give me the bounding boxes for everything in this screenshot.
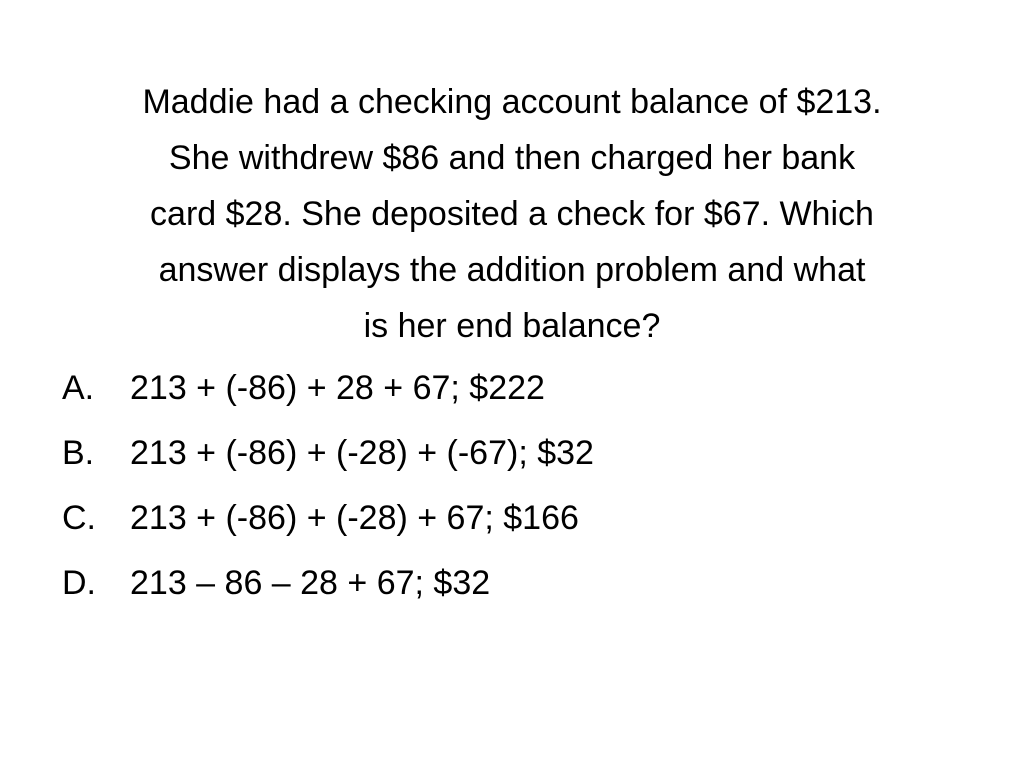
- answer-text: 213 + (-86) + (-28) + (-67); $32: [130, 434, 594, 472]
- question-line: Maddie had a checking account balance of $213.: [142, 83, 882, 121]
- answer-option-d: [62, 563, 962, 603]
- answer-text: 213 – 86 – 28 + 67; $32: [130, 564, 491, 602]
- question-line: card $28. She deposited a check for $67. Which: [150, 195, 874, 233]
- answer-list: [62, 368, 962, 628]
- question-text: [60, 74, 964, 354]
- answer-letter: A.: [62, 369, 95, 407]
- answer-letter: B.: [62, 434, 95, 472]
- question-line: She withdrew $86 and then charged her bank: [168, 139, 856, 177]
- answer-letter: D.: [62, 564, 96, 602]
- question-line: is her end balance?: [363, 307, 661, 345]
- answer-text: 213 + (-86) + (-28) + 67; $166: [130, 499, 579, 537]
- answer-option-b: [62, 433, 962, 473]
- answer-option-a: [62, 368, 962, 408]
- answer-letter: C.: [62, 499, 96, 537]
- answer-text: 213 + (-86) + 28 + 67; $222: [130, 369, 545, 407]
- answer-option-c: [62, 498, 962, 538]
- question-line: answer displays the addition problem and what: [158, 251, 866, 289]
